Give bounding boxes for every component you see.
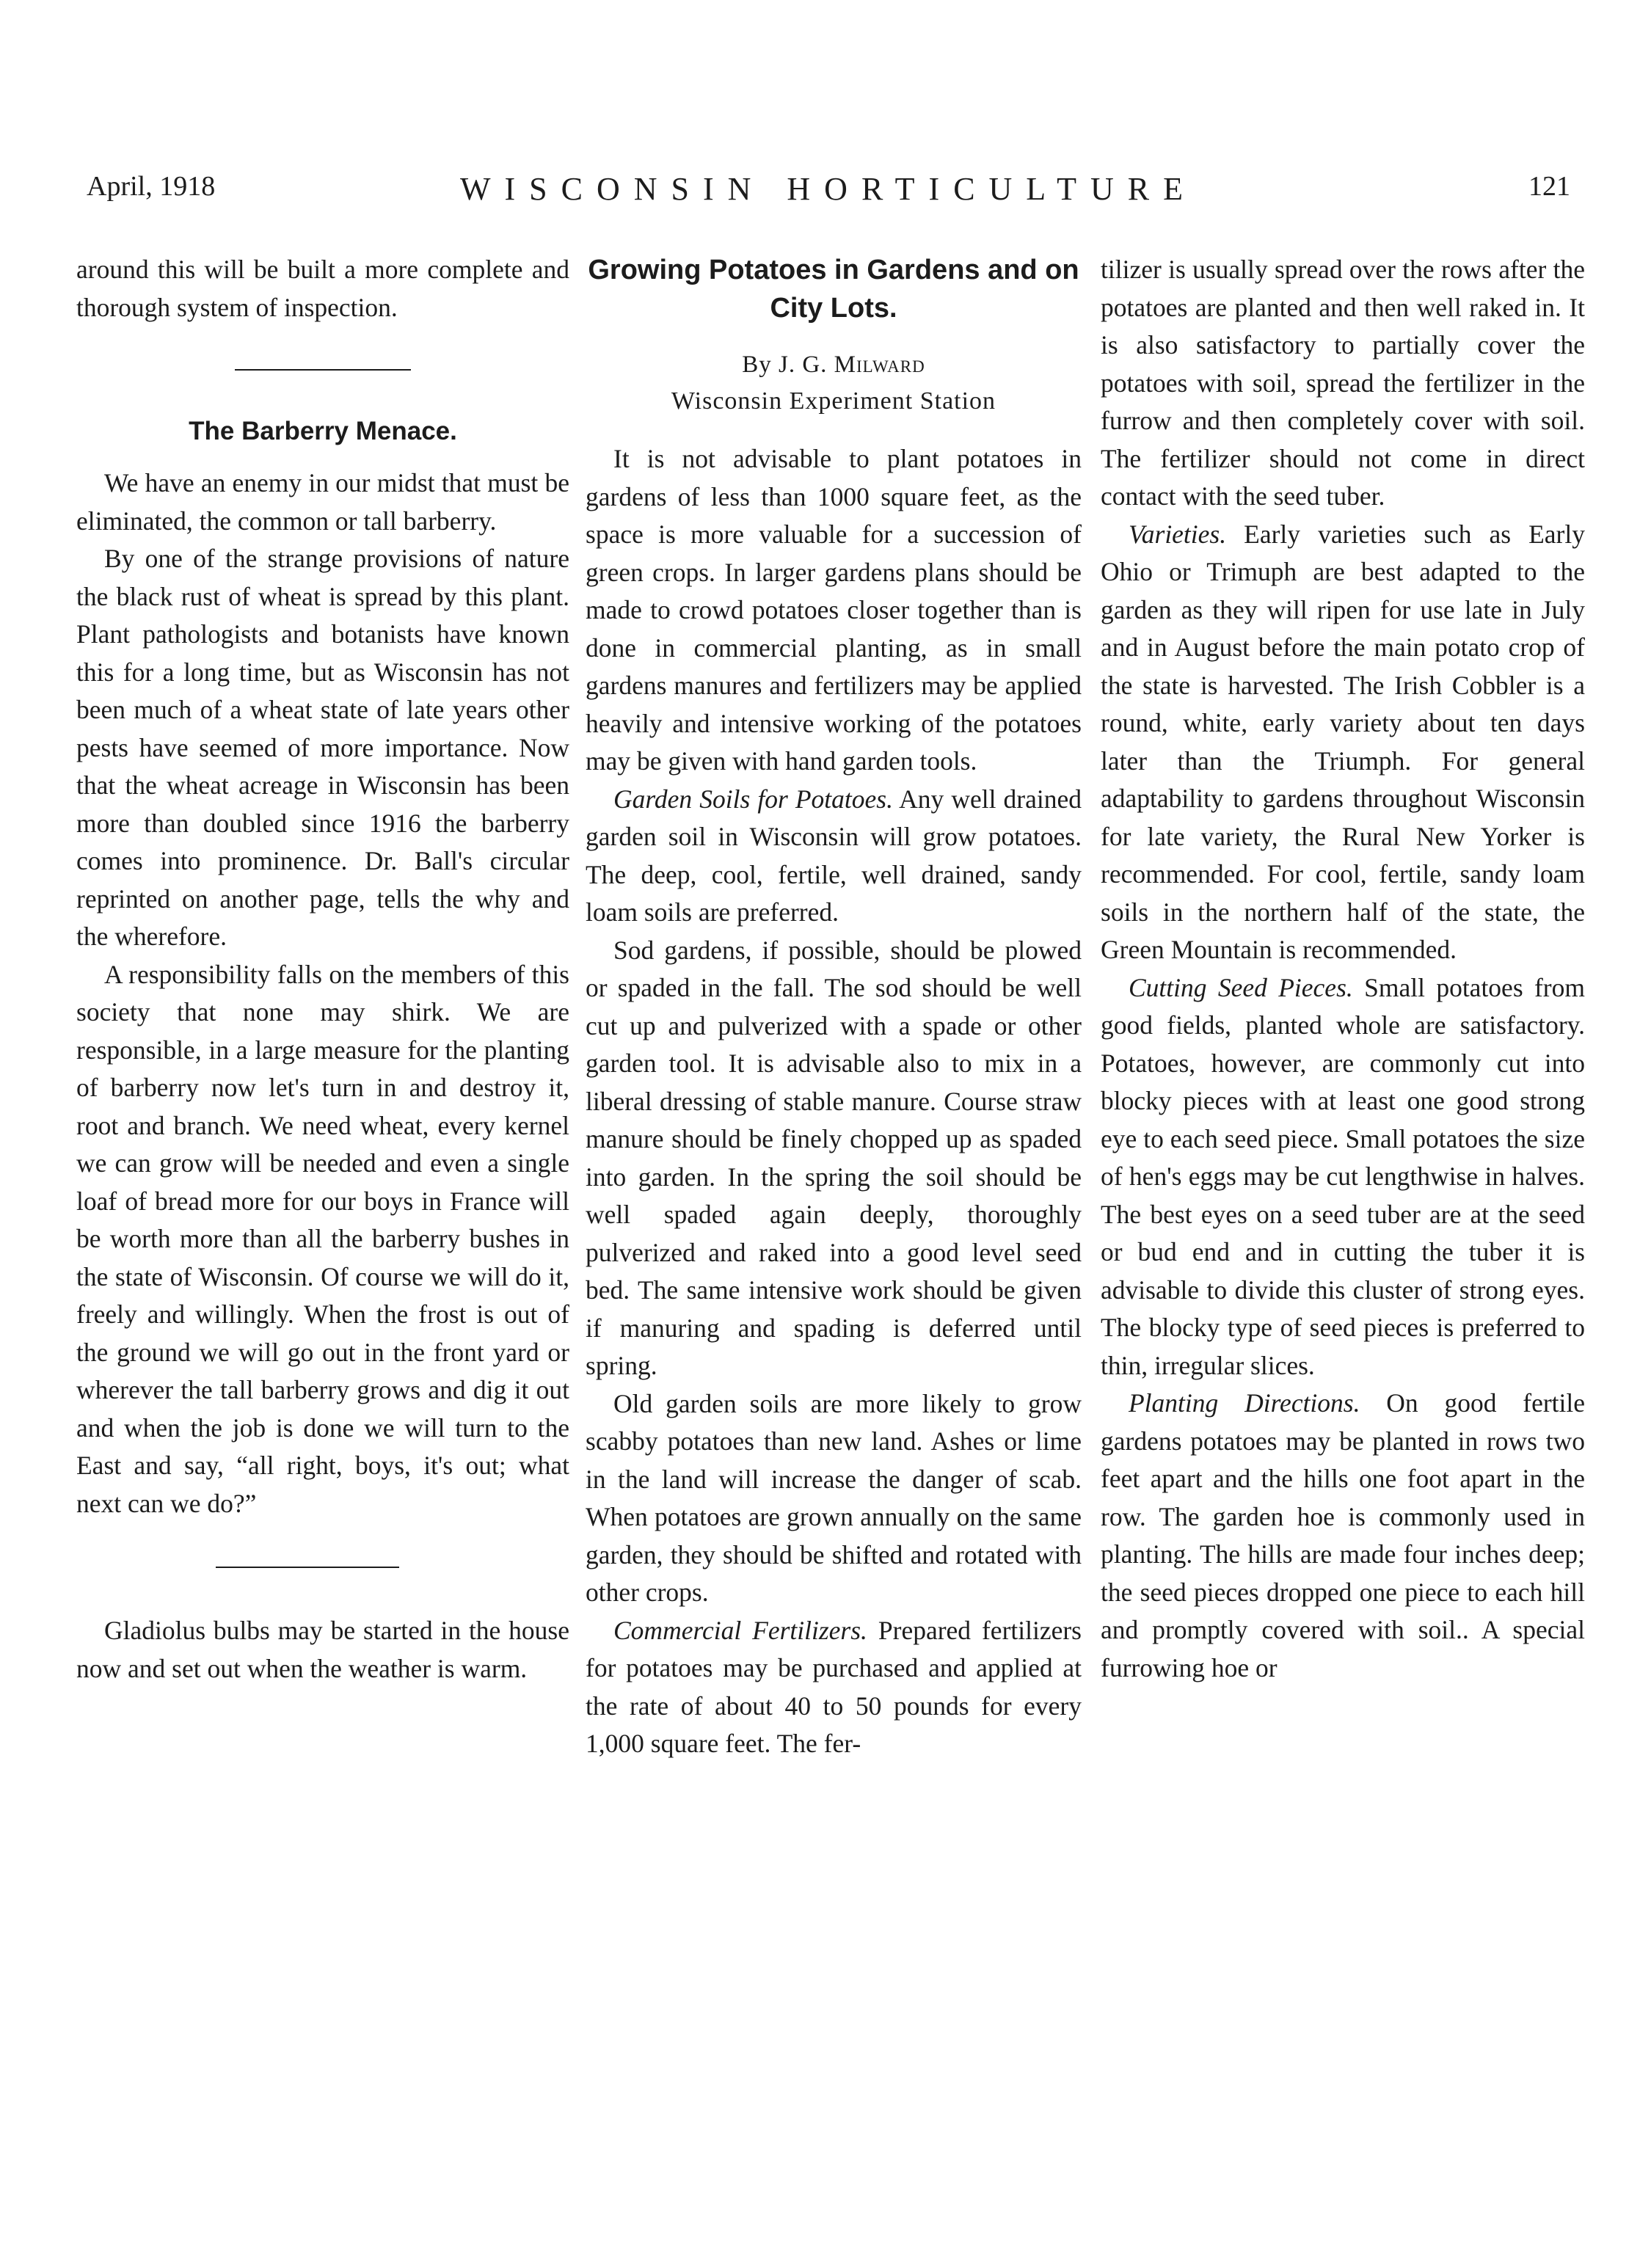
article-title: Growing Potatoes in Gardens and on City Lots. xyxy=(588,255,1079,324)
paragraph-heading: Varieties. xyxy=(1129,519,1227,549)
column-left xyxy=(76,251,569,1688)
body-paragraph xyxy=(586,781,1082,932)
issue-date: April, 1918 xyxy=(87,171,216,202)
column-middle xyxy=(586,251,1082,1763)
paragraph-text: On good fertile gardens potatoes may be planted in rows two feet apart and the hills one foot apart in the row. The garden hoe is commonly used in planting. The hills are made four inches deep; the seed pieces dropped one piece to each hill and promptly covered with soil.. A special furrowing hoe or xyxy=(1101,1388,1585,1682)
author-name: J. G. Milward xyxy=(779,351,925,378)
byline-prefix: By xyxy=(742,351,772,378)
running-header xyxy=(87,170,1570,214)
column-right xyxy=(1101,251,1585,1687)
body-paragraph xyxy=(586,440,1082,781)
continued-paragraph: around this will be built a more complete and thorough system of inspection. xyxy=(76,255,569,322)
body-paragraph xyxy=(1101,251,1585,516)
section-divider xyxy=(235,369,411,371)
publication-title: WISCONSIN HORTICULTURE xyxy=(459,171,1198,207)
body-paragraph xyxy=(1101,516,1585,969)
paragraph-text: Sod gardens, if possible, should be plowed or spaded in the fall. The sod should be well cut up and pulverized with a spade or other garden tool. It is advisable also to mix in a liberal dressing of stable manure. Course straw manure should be finely chopped up as spaded into garden. In the spring the soil should be well spaded again deeply, thoroughly pulverized and raked into a good level seed bed. The same intensive work should be given if manuring and spading is deferred until spring. xyxy=(586,935,1082,1380)
paragraph-text: Old garden soils are more likely to grow scabby potatoes than new land. Ashes or lime in the land will increase the danger of scab. When potatoes are grown annually on the same garden, they should be shifted and rotated with other crops. xyxy=(586,1388,1082,1607)
section-divider xyxy=(216,1567,399,1568)
paragraph-text: Prepared fertilizers for potatoes may be purchased and applied at the rate of about 40 to 50 pounds for every 1,000 square feet. The fer- xyxy=(586,1615,1082,1758)
paragraph-heading: Commercial Fertilizers. xyxy=(613,1615,867,1645)
section-title-barberry: The Barberry Menace. xyxy=(189,417,457,445)
body-paragraph: A responsibility falls on the members of this society that none may shirk. We are responsible, in a large measure for the planting of barberry now let's turn in and destroy it, root and branch. We need wheat, every kernel we can grow will be needed and even a single loaf of bread more for our boys in France will be worth more than all the barberry bushes in the state of Wisconsin. Of course we will do it, freely and willingly. When the frost is out of the ground we will go out in the front yard or wherever the tall barberry grows and dig it out and when the job is done we will turn to the East and say, “all right, boys, it's out; what next can we do?” xyxy=(76,959,569,1518)
body-paragraph: We have an enemy in our midst that must be eliminated, the common or tall barberry. xyxy=(76,468,569,536)
paragraph-text: Any well drained garden soil in Wisconsin will grow potatoes. The deep, cool, fertile, well drained, sandy loam soils are preferred. xyxy=(586,784,1082,927)
body-paragraph xyxy=(1101,1385,1585,1687)
paragraph-heading: Planting Directions. xyxy=(1129,1388,1360,1418)
paragraph-text: Early varieties such as Early Ohio or Trimuph are best adapted to the garden as they will ripen for use late in July and in August before the main potato crop of the state is harvested. The Irish Cobbler is a round, white, early variety about ten days later than the Triumph. For general adaptability to gardens throughout Wisconsin for late variety, the Rural New Yorker is recommended. For cool, fertile, sandy loam soils in the northern half of the state, the Green Mountain is recommended. xyxy=(1101,519,1585,964)
body-paragraph xyxy=(586,1612,1082,1763)
body-paragraph xyxy=(586,1385,1082,1612)
paragraph-heading: Cutting Seed Pieces. xyxy=(1129,972,1353,1002)
gladiolus-note: Gladiolus bulbs may be started in the house now and set out when the weather is warm. xyxy=(76,1616,569,1683)
body-paragraph xyxy=(586,932,1082,1385)
page-number: 121 xyxy=(1528,171,1570,202)
paragraph-text: It is not advisable to plant potatoes in gardens of less than 1000 square feet, as the space is more valuable for a succession of green crops. In larger gardens plans should be made to crowd potatoes closer together than is done in commercial planting, as in small gardens manures and fertilizers may be applied heavily and intensive working of the potatoes may be given with hand garden tools. xyxy=(586,444,1082,776)
article-byline xyxy=(586,346,1082,383)
author-affiliation: Wisconsin Experiment Station xyxy=(671,387,996,415)
paragraph-text: Small potatoes from good fields, planted whole are satisfactory. Potatoes, however, are commonly cut into blocky pieces with at least one good strong eye to each seed piece. Small potatoes the size of hen's eggs may be cut lengthwise in halves. The best eyes on a seed tuber are at the seed or bud end and in cutting the tuber it is advisable to divide this cluster of strong eyes. The blocky type of seed pieces is preferred to thin, irregular slices. xyxy=(1101,972,1585,1380)
body-paragraph: By one of the strange provisions of nature the black rust of wheat is spread by this plant. Plant pathologists and botanists have known this for a long time, but as Wisconsin has not been much of a wheat state of late years other pests have seemed of more importance. Now that the wheat acreage in Wisconsin has been more than doubled since 1916 the barberry comes into prominence. Dr. Ball's circular reprinted on another page, tells the why and the wherefore. xyxy=(76,544,569,951)
body-paragraph xyxy=(1101,969,1585,1385)
paragraph-heading: Garden Soils for Potatoes. xyxy=(613,784,893,814)
paragraph-text: tilizer is usually spread over the rows after the potatoes are planted and then well raked in. It is also satisfactory to partially cover the potatoes with soil, spread the fertilizer in the furrow and then completely cover with soil. The fertilizer should not come in direct contact with the seed tuber. xyxy=(1101,255,1585,511)
